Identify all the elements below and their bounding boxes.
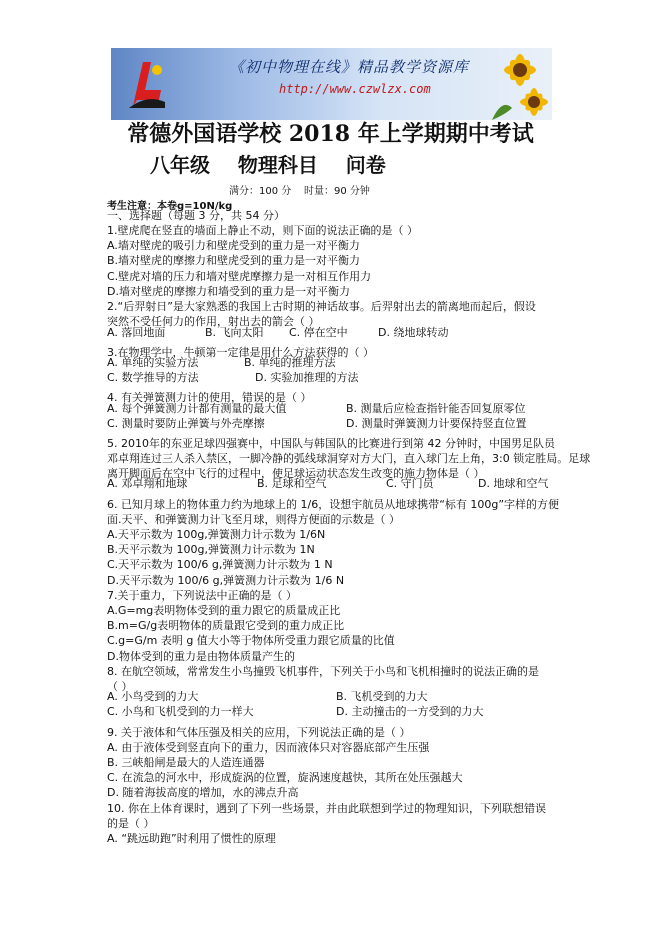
text-line: D. 随着海拔高度的增加，水的沸点升高 <box>107 786 299 799</box>
q8-option-a: A. 小鸟受到的力大 <box>107 690 199 703</box>
q4-option-a: A. 每个弹簧测力计都有测量的最大值 <box>107 402 287 415</box>
banner-title: 《初中物理在线》精品教学资源库 <box>229 58 470 76</box>
sunflower-icon <box>472 48 552 120</box>
text-line: 6. 已知月球上的物体重力约为地球上的 1/6，设想宇航员从地球携带“标有 100g”字样的方便 <box>107 498 560 511</box>
q4-option-c: C. 测量时要防止弹簧与外壳摩擦 <box>107 417 265 430</box>
section-heading: 一、选择题（每题 3 分，共 54 分） <box>107 209 285 222</box>
q5-option-c: C. 守门员 <box>386 477 434 490</box>
text-line: 10. 你在上体育课时，遇到了下列一些场景，并由此联想到学过的物理知识，下列联想错误 <box>107 802 546 815</box>
q3-option-c: C. 数学推导的方法 <box>107 371 199 384</box>
q8-option-c: C. 小鸟和飞机受到的力一样大 <box>107 705 254 718</box>
text-line: A. “跳远助跑”时利用了惯性的原理 <box>107 832 276 845</box>
text-line: 的是（ ） <box>107 817 155 830</box>
q3-option-a: A. 单纯的实验方法 <box>107 356 199 369</box>
exam-title: 常德外国语学校 2018 年上学期期中考试 <box>127 121 534 147</box>
text-line: D.天平示数为 100/6 g,弹簧测力计示数为 1/6 N <box>107 574 345 587</box>
text-line: 突然不受任何力的作用，射出去的箭会（ ） <box>107 315 320 328</box>
q5-option-b: B. 足球和空气 <box>257 477 327 490</box>
q4-option-d: D. 测量时弹簧测力计要保持竖直位置 <box>346 417 527 430</box>
text-line: B.m=G/g表明物体的质量跟它受到的重力成正比 <box>107 619 345 632</box>
banner-url: http://www.czwlzx.com <box>279 82 431 96</box>
q2-option-c: C. 停在空中 <box>289 326 348 339</box>
text-line: 5. 2010年的东亚足球四强赛中，中国队与韩国队的比赛进行到第 42 分钟时，中国男足队员 <box>107 437 555 450</box>
q8-option-b: B. 飞机受到的力大 <box>336 690 428 703</box>
header-banner <box>111 48 552 120</box>
text-line: （ ） <box>107 680 133 693</box>
text-line: 9. 关于液体和气体压强及相关的应用，下列说法正确的是（ ） <box>107 726 411 739</box>
q2-option-d: D. 绕地球转动 <box>378 326 449 339</box>
q5-option-a: A. 邓卓翔和地球 <box>107 477 188 490</box>
exam-subtitle: 八年级 物理科目 问卷 <box>150 153 386 177</box>
exam-notice: 考生注意：本卷g=10N/kg <box>107 201 233 212</box>
text-line: 面.天平、和弹簧测力计飞至月球，则得方便面的示数是（ ） <box>107 513 400 526</box>
q2-option-a: A. 落回地面 <box>107 326 166 339</box>
text-line: A.G=mg表明物体受到的重力跟它的质量成正比 <box>107 604 341 617</box>
text-line: C.g=G/m 表明 g 值大小等于物体所受重力跟它质量的比值 <box>107 634 395 647</box>
text-line: 邓卓翔连过三人杀入禁区，一脚冷静的弧线球洞穿对方大门，直入球门左上角，3:0 锁定胜局。足球 <box>107 452 591 465</box>
text-line: B.天平示数为 100g,弹簧测力计示数为 1N <box>107 543 315 556</box>
text-line: 3.在物理学中，牛顿第一定律是用什么方法获得的（ ） <box>107 346 374 359</box>
text-line: C.壁虎对墙的压力和墙对壁虎摩擦力是一对相互作用力 <box>107 270 372 283</box>
text-line: 离开脚面后在空中飞行的过程中，使足球运动状态发生改变的施力物体是（ ） <box>107 467 485 480</box>
exam-meta: 满分：100 分 时量：90 分钟 <box>229 186 370 197</box>
q2-option-b: B. 飞向太阳 <box>205 326 264 339</box>
q8-option-d: D. 主动撞击的一方受到的力大 <box>336 705 484 718</box>
text-line: C.天平示数为 100/6 g,弹簧测力计示数为 1 N <box>107 558 333 571</box>
q5-option-d: D. 地球和空气 <box>478 477 549 490</box>
text-line: A.墙对壁虎的吸引力和壁虎受到的重力是一对平衡力 <box>107 239 360 252</box>
text-line: A. 由于液体受到竖直向下的重力，因而液体只对容器底部产生压强 <box>107 741 430 754</box>
q4-option-b: B. 测量后应检查指针能否回复原零位 <box>346 402 526 415</box>
text-line: 1.壁虎爬在竖直的墙面上静止不动，则下面的说法正确的是（ ） <box>107 224 418 237</box>
text-line: 2.“后羿射日”是大家熟悉的我国上古时期的神话故事。后羿射出去的箭离地而起后，假设 <box>107 300 536 313</box>
text-line: D.墙对壁虎的摩擦力和墙受到的重力是一对平衡力 <box>107 285 350 298</box>
text-line: B. 三峡船闸是最大的人造连通器 <box>107 756 265 769</box>
text-line: 4. 有关弹簧测力计的使用，错误的是（ ） <box>107 391 312 404</box>
text-line: B.墙对壁虎的摩擦力和壁虎受到的重力是一对平衡力 <box>107 254 361 267</box>
text-line: C. 在流急的河水中，形成旋涡的位置，旋涡速度越快，其所在处压强越大 <box>107 771 463 784</box>
text-line: 7.关于重力，下列说法中正确的是（ ） <box>107 589 297 602</box>
logo-icon <box>127 56 167 110</box>
text-line: D.物体受到的重力是由物体质量产生的 <box>107 650 295 663</box>
q3-option-b: B. 单纯的推理方法 <box>244 356 336 369</box>
text-line: A.天平示数为 100g,弹簧测力计示数为 1/6N <box>107 528 326 541</box>
text-line: 8. 在航空领域，常常发生小鸟撞毁飞机事件，下列关于小鸟和飞机相撞时的说法正确的是 <box>107 665 539 678</box>
q3-option-d: D. 实验加推理的方法 <box>255 371 359 384</box>
